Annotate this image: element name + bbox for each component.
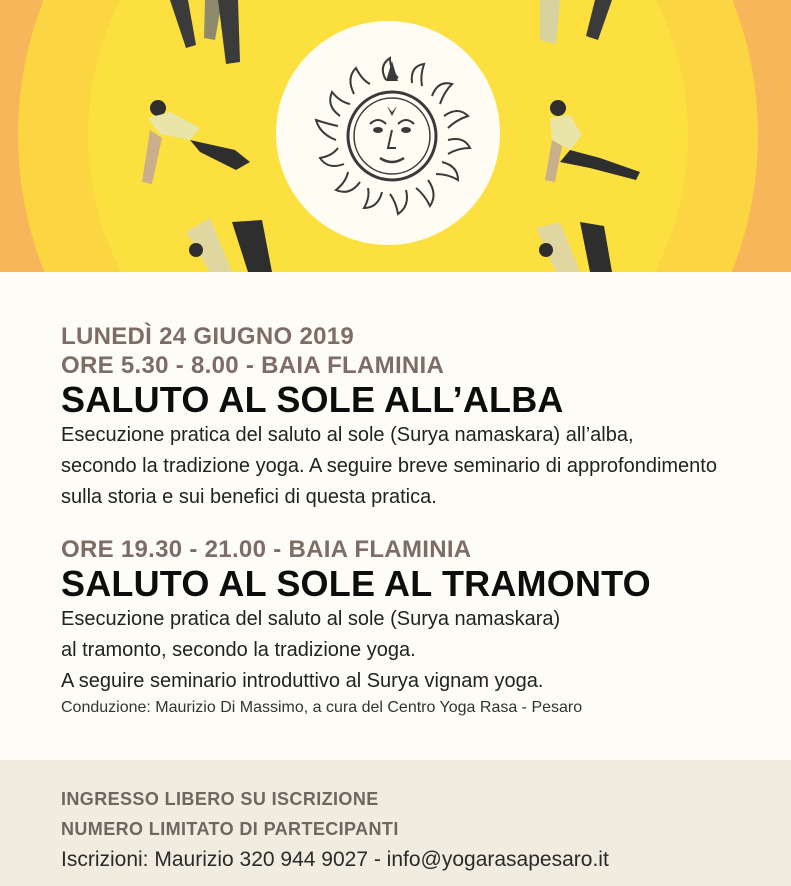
limited-seats-notice: NUMERO LIMITATO DI PARTECIPANTI — [61, 819, 399, 839]
evening-time-location: ORE 19.30 - 21.00 - BAIA FLAMINIA — [61, 536, 472, 563]
registration-footer — [0, 760, 791, 886]
morning-desc-line: sulla storia e sui benefici di questa pratica. — [61, 486, 437, 508]
event-credit: Conduzione: Maurizio Di Massimo, a cura del Centro Yoga Rasa - Pesaro — [61, 699, 583, 716]
event-date: LUNEDÌ 24 GIUGNO 2019 — [61, 323, 355, 350]
free-entry-notice: INGRESSO LIBERO SU ISCRIZIONE — [61, 789, 379, 809]
sun-salutation-illustration — [0, 0, 791, 272]
section-spacer — [61, 513, 781, 535]
morning-desc-line: Esecuzione pratica del saluto al sole (Surya namaskara) all’alba, — [61, 424, 634, 446]
morning-desc-line: secondo la tradizione yoga. A seguire breve seminario di approfondimento — [61, 455, 717, 477]
morning-title: SALUTO AL SOLE ALL’ALBA — [61, 379, 564, 420]
evening-desc-line: al tramonto, secondo la tradizione yoga. — [61, 639, 416, 661]
evening-title: SALUTO AL SOLE AL TRAMONTO — [61, 563, 651, 604]
hero-banner — [0, 0, 791, 272]
morning-time-location: ORE 5.30 - 8.00 - BAIA FLAMINIA — [61, 352, 445, 379]
evening-desc-line: A seguire seminario introduttivo al Surya vignam yoga. — [61, 670, 544, 692]
registration-contact: Iscrizioni: Maurizio 320 944 9027 - info@yogarasapesaro.it — [61, 848, 609, 871]
evening-desc-line: Esecuzione pratica del saluto al sole (Surya namaskara) — [61, 608, 561, 630]
event-content — [61, 322, 781, 719]
